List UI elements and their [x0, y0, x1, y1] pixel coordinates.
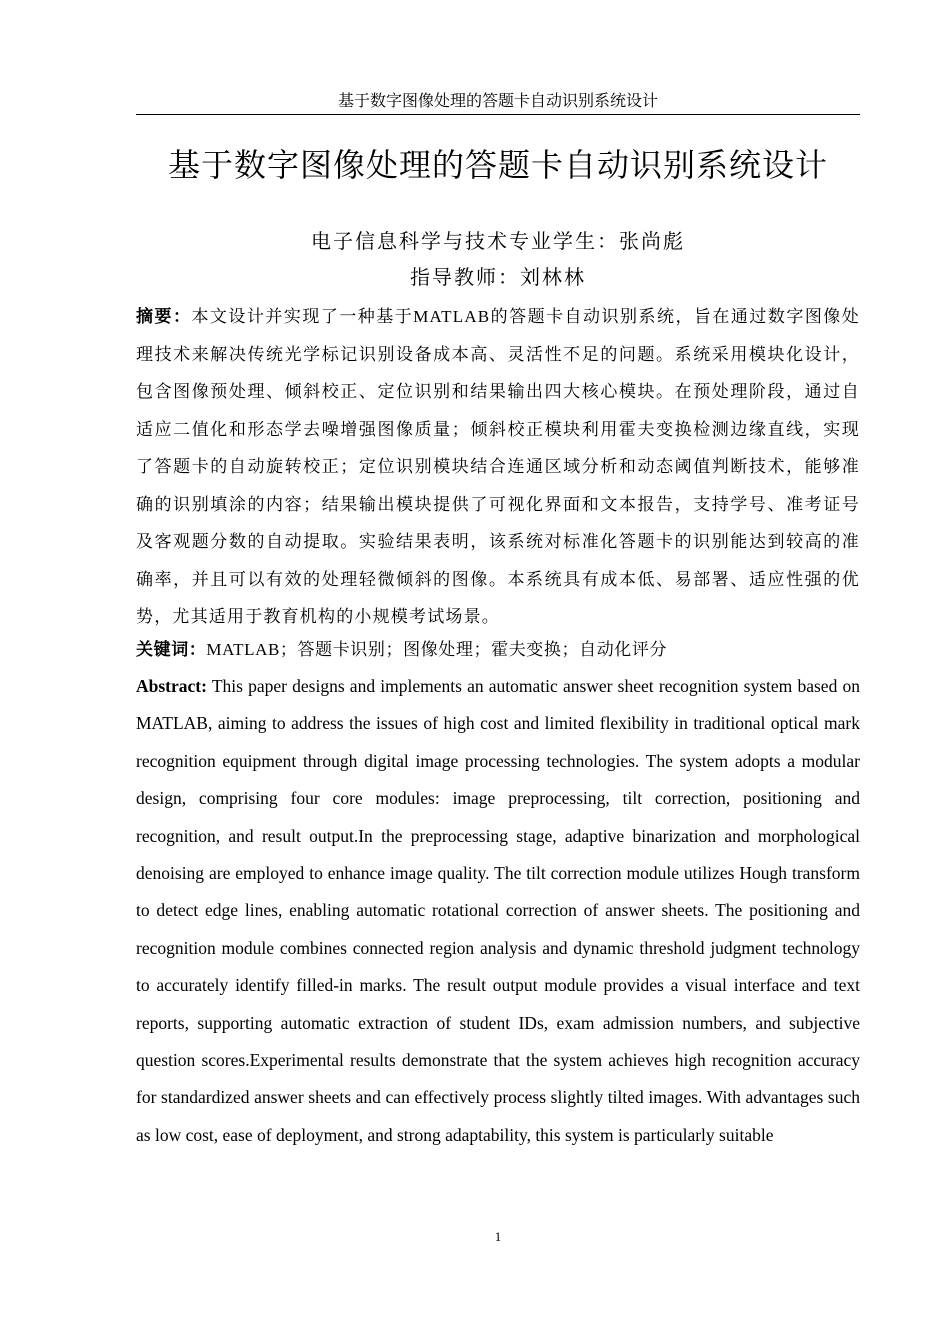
abstract-cn-label: 摘要：	[136, 307, 192, 326]
abstract-en	[136, 668, 860, 1154]
author-line: 电子信息科学与技术专业学生：张尚彪	[311, 231, 685, 253]
running-header: 基于数字图像处理的答题卡自动识别系统设计	[337, 93, 658, 110]
abstract-cn	[136, 298, 860, 636]
header-rule	[136, 114, 860, 115]
keywords-cn-label: 关键词：	[136, 640, 207, 659]
keywords-cn	[136, 631, 860, 668]
abstract-cn-text: 本文设计并实现了一种基于MATLAB的答题卡自动识别系统，旨在通过数字图像处理技术来解决传统光学标记识别设备成本高、灵活性不足的问题。系统采用模块化设计，包含图像预处理、倾斜校正、定位识别和结果输出四大核心模块。在预处理阶段，通过自适应二值化和形态学去噪增强图像质量；倾斜校正模块利用霍夫变换检测边缘直线，实现了答题卡的自动旋转校正；定位识别模块结合连通区域分析和动态阈值判断技术，能够准确的识别填涂的内容；结果输出模块提供了可视化界面和文本报告，支持学号、准考证号及客观题分数的自动提取。实验结果表明，该系统对标准化答题卡的识别能达到较高的准确率，并且可以有效的处理轻微倾斜的图像。本系统具有成本低、易部署、适应性强的优势，尤其适用于教育机构的小规模考试场景。	[136, 307, 860, 626]
keywords-cn-text: MATLAB；答题卡识别；图像处理；霍夫变换；自动化评分	[206, 640, 668, 659]
abstract-en-text: This paper designs and implements an automatic answer sheet recognition system based on MATLAB, aiming to address the issues of high cost and limited flexibility in traditional optical mark recognition equipment through digital image processing technologies. The system adopts a modular design, comprising four core modules: image preprocessing, tilt correction, positioning and recognition, and result output.In the preprocessing stage, adaptive binarization and morphological denoising are employed to enhance image quality. The tilt correction module utilizes Hough transform to detect edge lines, enabling automatic rotational correction of answer sheets. The positioning and recognition module combines connected region analysis and dynamic threshold judgment technology to accurately identify filled-in marks. The result output module provides a visual interface and text reports, supporting automatic extraction of student IDs, exam admission numbers, and subjective question scores.Experimental results demonstrate that the system achieves high recognition accuracy for standardized answer sheets and can effectively process slightly tilted images. With advantages such as low cost, ease of deployment, and strong adaptability, this system is particularly suitable	[136, 676, 860, 1145]
abstract-en-label: Abstract:	[136, 676, 207, 696]
paper-title: 基于数字图像处理的答题卡自动识别系统设计	[167, 146, 828, 184]
advisor-line: 指导教师：刘林林	[410, 267, 586, 289]
page-number: 1	[494, 1229, 502, 1244]
